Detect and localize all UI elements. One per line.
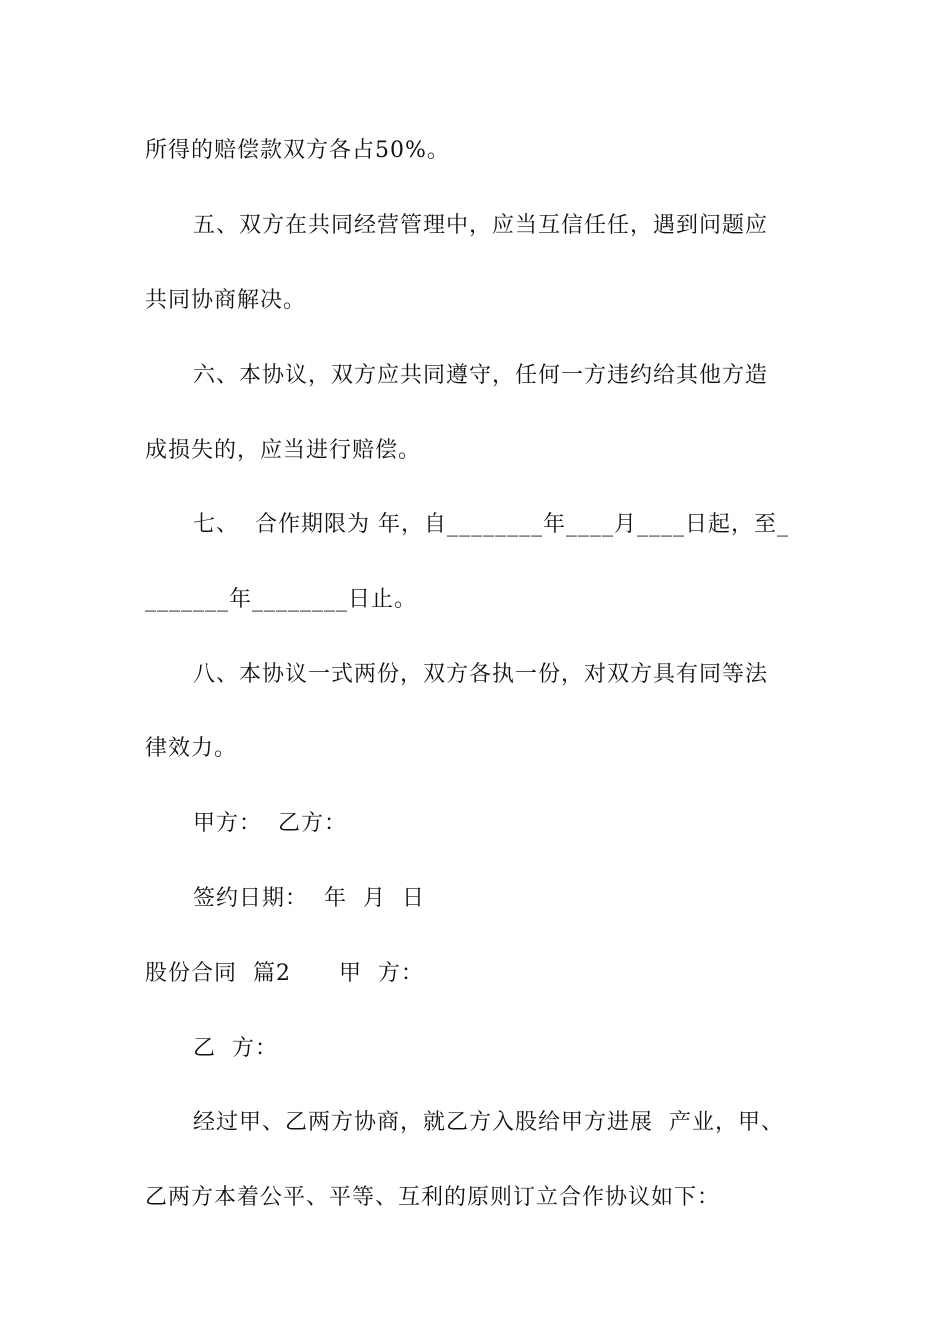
section-heading-line: 股份合同 篇2 甲 方： (145, 961, 424, 986)
clause-five-line: 五、双方在共同经营管理中，应当互信任任，遇到问题应 (193, 213, 769, 238)
paragraph-line: 成损失的，应当进行赔偿。 (145, 438, 422, 463)
clause-six-line: 六、本协议，双方应共同遵守，任何一方违约给其他方造 (193, 363, 769, 388)
clause-seven-line: 七、 合作期限为 年，自________年____月____日起，至_ (193, 512, 789, 537)
party-b-line: 乙 方： (193, 1036, 278, 1061)
paragraph-line: 乙两方本着公平、平等、互利的原则订立合作协议如下： (145, 1185, 721, 1210)
clause-eight-line: 八、本协议一式两份，双方各执一份，对双方具有同等法 (193, 662, 769, 687)
paragraph-line: 所得的赔偿款双方各占50%。 (145, 138, 450, 163)
paragraph-line: _______年________日止。 (145, 587, 418, 612)
intro-paragraph-line: 经过甲、乙两方协商，就乙方入股给甲方进展 产业，甲、 (193, 1110, 784, 1135)
paragraph-line: 共同协商解决。 (145, 288, 307, 313)
paragraph-line: 律效力。 (145, 736, 238, 761)
party-signature-line: 甲方： 乙方： (193, 811, 347, 836)
signing-date-line: 签约日期： 年 月 日 (193, 886, 425, 911)
